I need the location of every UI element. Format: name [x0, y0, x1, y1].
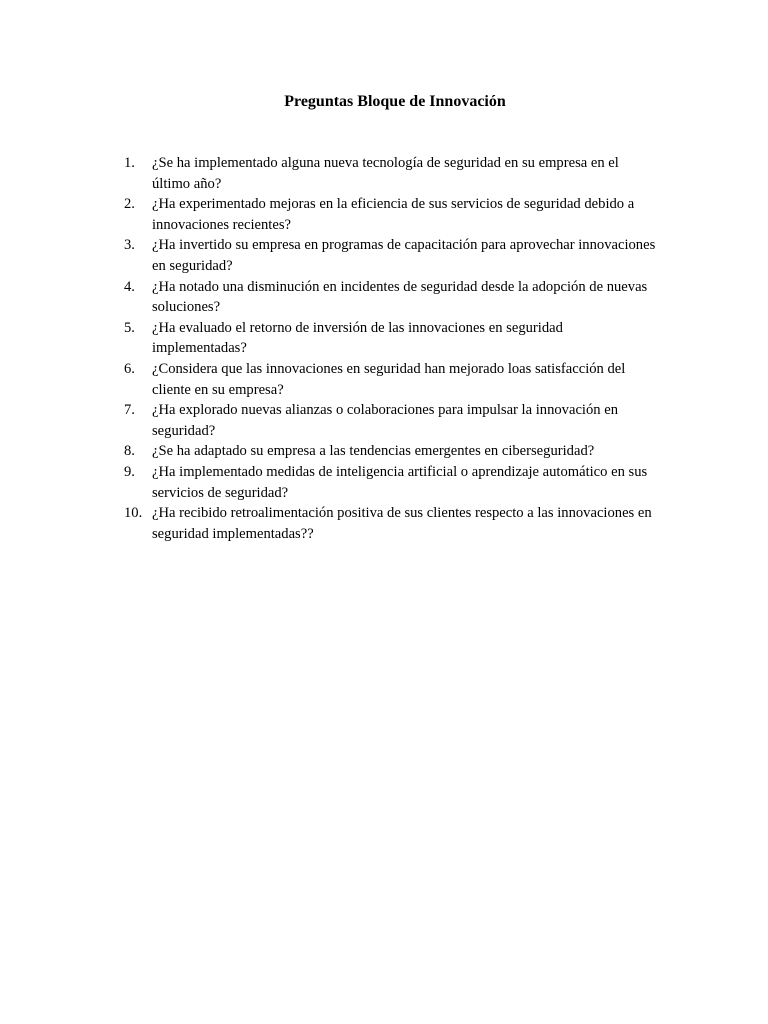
- question-text: ¿Ha implementado medidas de inteligencia artificial o aprendizaje automático en sus servicios de seguridad?: [152, 463, 648, 501]
- list-item: [118, 359, 658, 400]
- list-item: [118, 277, 658, 318]
- list-item: [118, 153, 658, 194]
- list-item: [118, 235, 658, 276]
- list-item: [118, 318, 658, 359]
- question-number: 4.: [124, 278, 135, 295]
- list-item: [118, 503, 658, 544]
- question-text: ¿Ha recibido retroalimentación positiva de sus clientes respecto a las innovaciones en seguridad implementadas??: [152, 505, 652, 542]
- list-item: [118, 441, 658, 462]
- list-item: [118, 462, 658, 503]
- question-number: 3.: [124, 237, 135, 254]
- list-item: [118, 194, 658, 235]
- question-number: 7.: [124, 402, 135, 419]
- question-text: ¿Se ha adaptado su empresa a las tendencias emergentes en ciberseguridad?: [152, 443, 595, 460]
- question-text: ¿Ha explorado nuevas alianzas o colaboraciones para impulsar la innovación en seguridad?: [152, 402, 619, 439]
- question-number: 9.: [124, 463, 135, 480]
- list-item: [118, 400, 658, 441]
- question-number: 10.: [124, 505, 143, 522]
- question-text: ¿Ha notado una disminución en incidentes de seguridad desde la adopción de nuevas soluciones?: [152, 278, 648, 316]
- question-number: 5.: [124, 319, 135, 336]
- question-number: 1.: [124, 155, 135, 171]
- question-number: 6.: [124, 360, 135, 377]
- question-text: ¿Ha invertido su empresa en programas de capacitación para aprovechar innovaciones en seguridad?: [152, 237, 656, 274]
- question-text: ¿Ha experimentado mejoras en la eficiencia de sus servicios de seguridad debido a innovaciones recientes?: [152, 196, 635, 233]
- question-list: [118, 153, 658, 544]
- question-text: ¿Ha evaluado el retorno de inversión de las innovaciones en seguridad implementadas?: [152, 319, 563, 357]
- document-title: Preguntas Bloque de Innovación: [284, 93, 506, 110]
- question-number: 8.: [124, 443, 135, 460]
- question-text: ¿Considera que las innovaciones en seguridad han mejorado loas satisfacción del cliente en su empresa?: [152, 360, 626, 398]
- question-text: ¿Se ha implementado alguna nueva tecnología de seguridad en su empresa en el último año?: [152, 155, 619, 192]
- question-number: 2.: [124, 196, 135, 213]
